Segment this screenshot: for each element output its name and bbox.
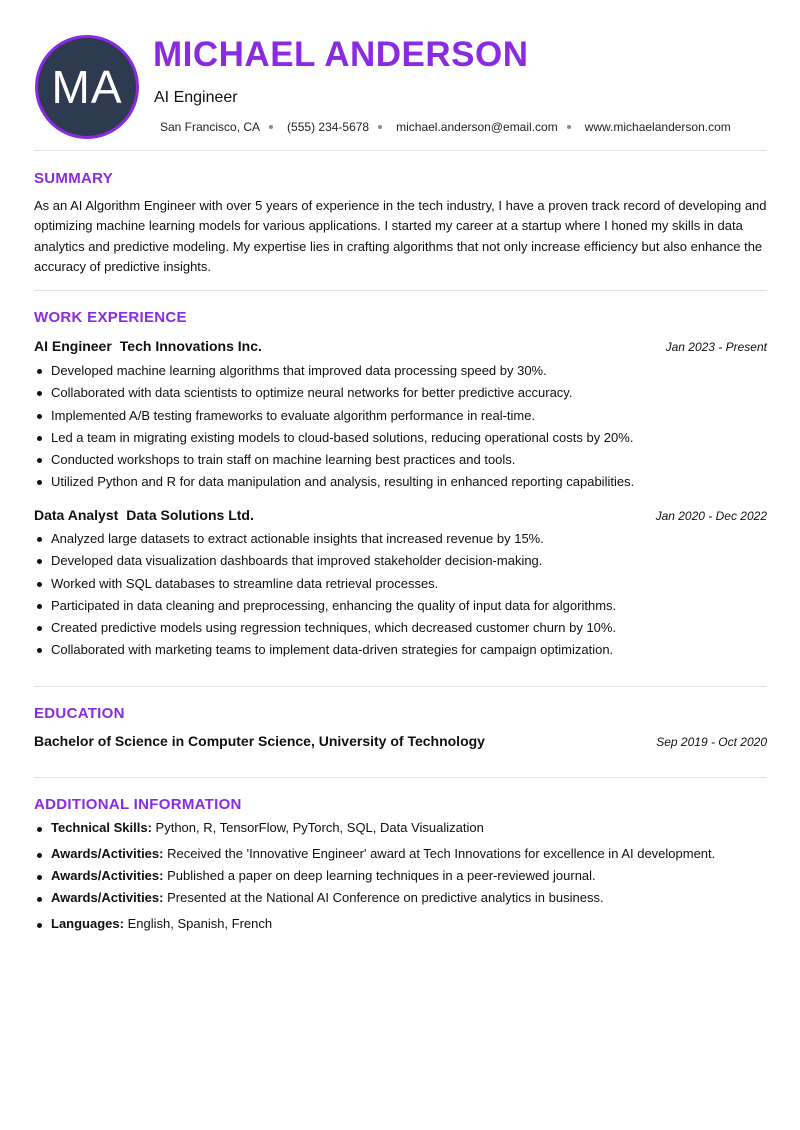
info-item [34,820,769,846]
divider [34,150,767,151]
separator-dot-icon [378,125,382,129]
job-bullet-list [34,360,769,494]
info-label: Technical Skills: [51,820,152,835]
info-label: Awards/Activities: [51,846,164,861]
info-item [34,916,769,938]
info-item [34,868,769,890]
education-heading: EDUCATION [34,705,125,722]
job-bullet: Participated in data cleaning and preprocessing, enhancing the quality of input data for algorithms. [34,595,769,617]
job-bullet: Utilized Python and R for data manipulation and analysis, resulting in enhanced reporting capabilities. [34,471,769,493]
education-entry [34,733,767,749]
info-item [34,890,769,916]
education-dates: Sep 2019 - Oct 2020 [656,735,767,749]
job-dates: Jan 2020 - Dec 2022 [655,509,767,523]
info-text: Presented at the National AI Conference on predictive analytics in business. [167,890,604,905]
work-experience-heading: WORK EXPERIENCE [34,309,187,326]
job-title: AI Engineer [154,89,238,106]
avatar [35,35,139,139]
job-header [34,338,767,354]
job-bullet: Developed data visualization dashboards that improved stakeholder decision-making. [34,550,769,572]
contact-email[interactable]: michael.anderson@email.com [396,120,558,134]
job-company: Data Solutions Ltd. [126,507,254,523]
info-text: English, Spanish, French [127,916,273,931]
separator-dot-icon [567,125,571,129]
summary-heading: SUMMARY [34,170,114,187]
divider [34,686,767,687]
job-bullet: Created predictive models using regression techniques, which decreased customer churn by 10%. [34,617,769,639]
job-bullet: Collaborated with marketing teams to implement data-driven strategies for campaign optimization. [34,639,769,661]
contact-phone: (555) 234-5678 [287,120,370,134]
education-degree: Bachelor of Science in Computer Science, University of Technology [34,733,485,749]
job-bullet: Analyzed large datasets to extract actionable insights that increased revenue by 15%. [34,528,769,550]
summary-text: As an AI Algorithm Engineer with over 5 years of experience in the tech industry, I have a proven track record of developing and optimizing machine learning models for various applications. I started my career at a startup where I honed my skills in data analytics and predictive modeling. My expertise lies in crafting algorithms that not only increase efficiency but also enhance the accuracy of predictive insights. [34,198,767,274]
job-role: AI Engineer [34,338,112,354]
job-bullet: Implemented A/B testing frameworks to evaluate algorithm performance in real-time. [34,405,769,427]
additional-info-list [34,820,769,938]
job-company: Tech Innovations Inc. [119,338,262,354]
additional-info-heading: ADDITIONAL INFORMATION [34,796,242,813]
avatar-initials: MA [51,61,123,113]
info-label: Awards/Activities: [51,868,164,883]
job-bullet: Collaborated with data scientists to optimize neural networks for better predictive accuracy. [34,382,769,404]
separator-dot-icon [269,125,273,129]
info-item [34,846,769,868]
info-text: Published a paper on deep learning techniques in a peer-reviewed journal. [167,868,596,883]
info-label: Languages: [51,916,124,931]
candidate-name: MICHAEL ANDERSON [153,35,529,74]
info-text: Python, R, TensorFlow, PyTorch, SQL, Data Visualization [155,820,484,835]
job-bullet: Conducted workshops to train staff on machine learning best practices and tools. [34,449,769,471]
info-text: Received the 'Innovative Engineer' award at Tech Innovations for excellence in AI development. [167,846,716,861]
job-bullet-list [34,528,769,662]
info-label: Awards/Activities: [51,890,164,905]
job-dates: Jan 2023 - Present [665,340,767,354]
job-bullet: Led a team in migrating existing models to cloud-based solutions, reducing operational costs by 20%. [34,427,769,449]
contact-location: San Francisco, CA [160,120,261,134]
job-bullet: Developed machine learning algorithms that improved data processing speed by 30%. [34,360,769,382]
job-bullet: Worked with SQL databases to streamline data retrieval processes. [34,573,769,595]
contact-line [160,120,731,134]
job-header [34,507,767,523]
job-role: Data Analyst [34,507,119,523]
contact-website[interactable]: www.michaelanderson.com [584,120,731,134]
divider [34,777,767,778]
divider [34,290,767,291]
